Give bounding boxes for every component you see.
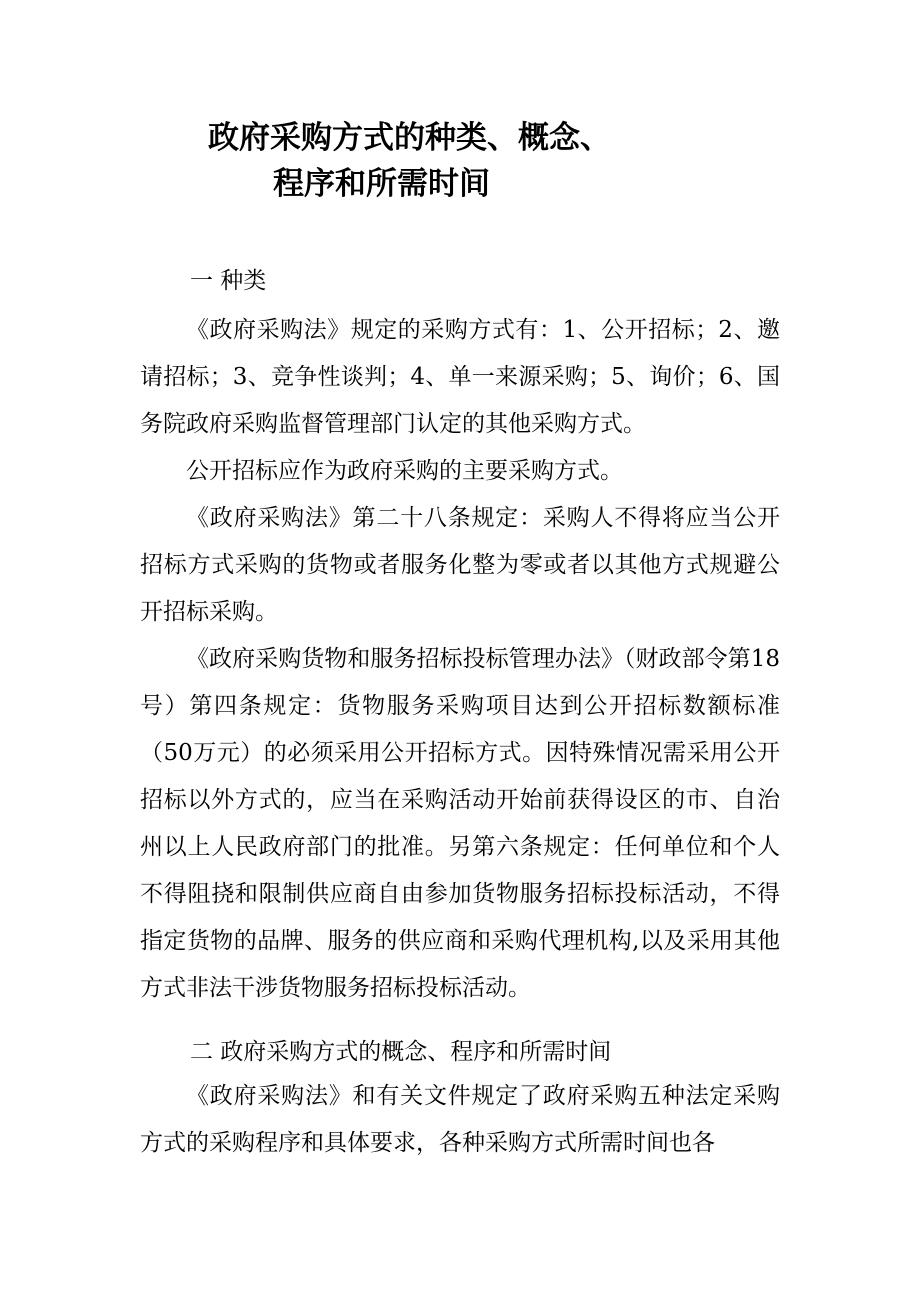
paragraph-procurement-methods: 《政府采购法》规定的采购方式有：1、公开招标；2、邀请招标；3、竞争性谈判；4、单一来源采购；5、询价；6、国务院政府采购监督管理部门认定的其他采购方式。	[140, 317, 780, 437]
section-heading-concepts: 二 政府采购方式的概念、程序和所需时间	[190, 1039, 612, 1065]
document-title-line-1: 政府采购方式的种类、概念、	[208, 120, 611, 156]
section-heading-types: 一 种类	[190, 268, 267, 294]
paragraph-article-28: 《政府采购法》第二十八条规定：采购人不得将应当公开招标方式采购的货物或者服务化整为零或者以其他方式规避公开招标采购。	[140, 505, 780, 625]
paragraph-primary-method: 公开招标应作为政府采购的主要采购方式。	[186, 458, 623, 484]
paragraph-tender-measures: 《政府采购货物和服务招标投标管理办法》（财政部令第18号）第四条规定：货物服务采购项目达到公开招标数额标准（50万元）的必须采用公开招标方式。因特殊情况需采用公开招标以外方式的，应当在采购活动开始前获得设区的市、自治州以上人民政府部门的批准。另第六条规定：任何单位和个人不得阻挠和限制供应商自由参加货物服务招标投标活动，不得指定货物的品牌、服务的供应商和采购代理机构,以及采用其他方式非法干涉货物服务招标投标活动。	[140, 646, 780, 1001]
document-title-line-2: 程序和所需时间	[273, 166, 490, 202]
paragraph-procedures: 《政府采购法》和有关文件规定了政府采购五种法定采购方式的采购程序和具体要求，各种采购方式所需时间也各	[140, 1083, 780, 1156]
